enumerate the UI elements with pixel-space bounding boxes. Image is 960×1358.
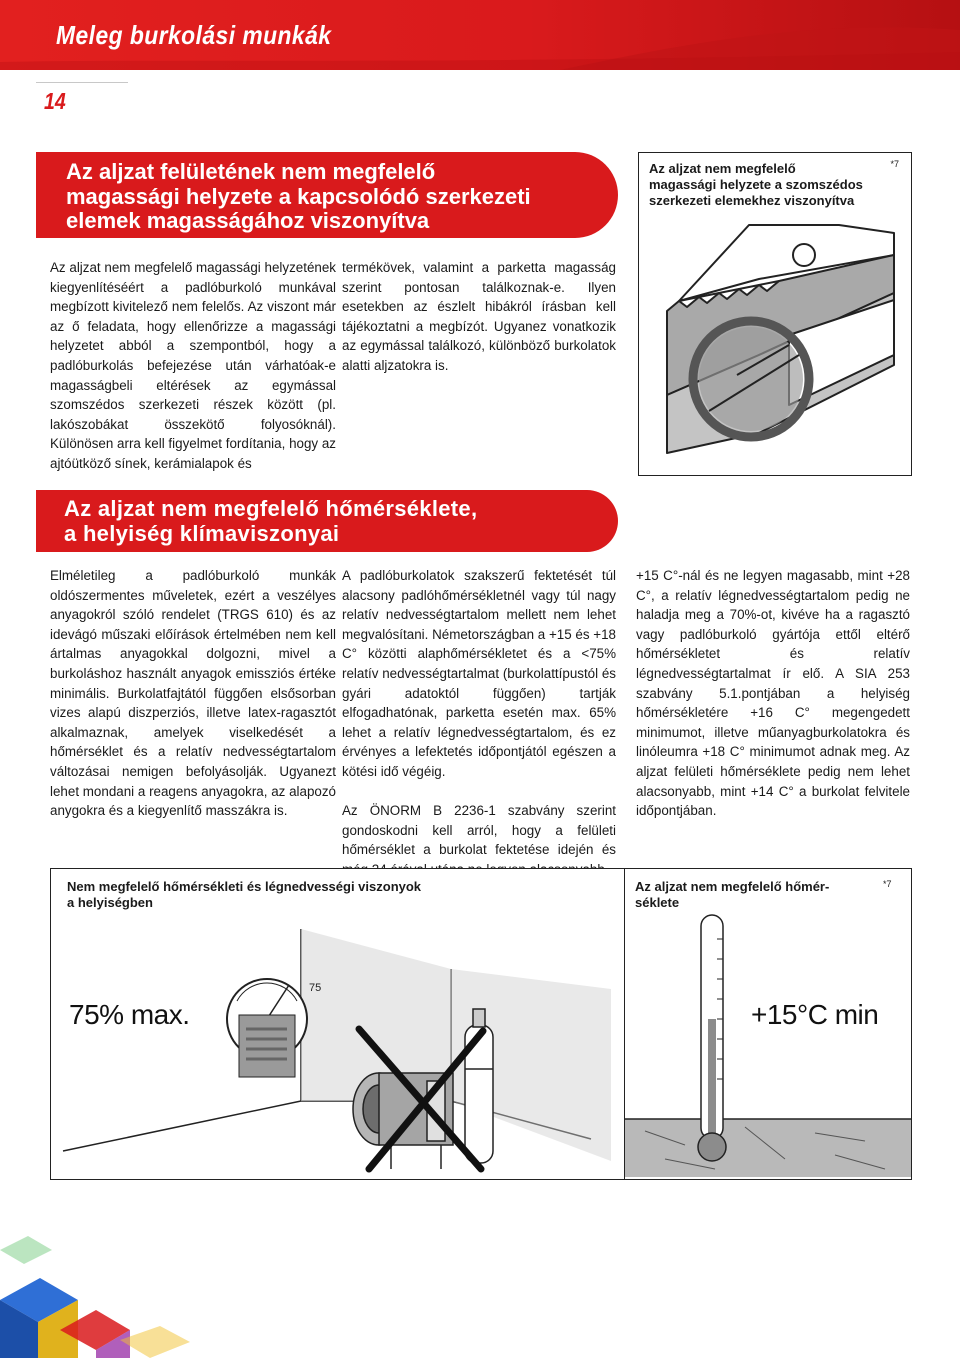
figure-step-profile bbox=[638, 152, 912, 476]
room-illustration bbox=[51, 869, 625, 1179]
section-heading-substrate-temperature bbox=[36, 490, 618, 552]
heading-line: a helyiség klímaviszonyai bbox=[64, 521, 340, 546]
heading-line: Az aljzat nem megfelelő hőmérséklete, bbox=[64, 496, 478, 521]
heading-line: Az aljzat felületének nem megfelelő bbox=[66, 159, 436, 184]
paragraph: termékövek, valamint a parketta magasság szerint pontosan találkoznak-e. Ilyen esetekben az észlelt hibákról írásban kell tájékoztatni a megbízót. Ugyanez vonatkozik az egymással találkozó, különböző burkolatok alatti aljzatokra is. bbox=[342, 260, 616, 373]
caption-line: a helyiségben bbox=[67, 895, 153, 910]
caption-line: séklete bbox=[635, 895, 680, 910]
heading-line: magassági helyzete a kapcsolódó szerkezeti bbox=[66, 183, 531, 209]
heading-line: elemek magasságához viszonyítva bbox=[66, 208, 430, 233]
header-title: Meleg burkolási munkák bbox=[56, 20, 332, 50]
paragraph: Az ÖNORM B 2236-1 szabvány szerint gondoskodni kell arról, hogy a felületi hőmérséklet a burkolat fektetése idején és bbox=[342, 803, 616, 858]
section2-column-2 bbox=[342, 566, 616, 880]
decorative-cubes bbox=[0, 1180, 260, 1358]
thermometer-illustration bbox=[625, 869, 911, 1179]
temperature-limit-label: +15°C min bbox=[751, 999, 879, 1030]
figure-caption bbox=[649, 161, 889, 209]
step-profile-illustration bbox=[639, 215, 911, 473]
paragraph: A padlóburkolatok szakszerű fektetését túl alacsony padlóhőmérsékletnél vagy túl nagy relatív nedvességtartalom mellett nem lehet megvalósítani. Németországban a +15 és +18 C° közötti alaphőmérsékletet és a <75% relatív nedvességtartalmat (burkolattípustól és gyári adatoktól függően) tartják elfogadhatónak, parketta esetén max. 65% lehet a relatív légnedvességtartalom, és ez érvényes a lefektetés időpontjától egészen a kötési idő végéig. bbox=[342, 568, 616, 779]
paragraph: +15 C°-nál és ne legyen magasabb, mint +28 C°, a relatív légnedvességtartalom pedig ne haladja meg a 70%-ot, kivéve ha a ragasztó vagy padlóburkoló gyártója ettől eltérő hőmérsékletet és relatív légnedvességtartalmat ír elő. A SIA 253 szabvány 5.1.pontjában a helyiség hőmérsékletére +16 C° megengedett minimumot, illetve műanyagburkolatokra és linóleumra +18 C° minimumot adnak meg. Az aljzat felületi hőmérséklete pedig nem lehet alacsonyabb, mint +14 C° a burkolat felvitele időpontjában. bbox=[636, 568, 910, 819]
caption-line: Az aljzat nem megfelelő hőmér- bbox=[635, 879, 830, 894]
section-heading-substrate-height bbox=[36, 152, 618, 238]
section1-column-2 bbox=[342, 258, 616, 376]
section2-column-1 bbox=[50, 566, 336, 821]
caption-line: Az aljzat nem megfelelő bbox=[649, 161, 796, 176]
thermometer-icon bbox=[698, 915, 726, 1161]
caption-line: magassági helyzete a szomszédos bbox=[649, 177, 863, 192]
caption-line: Nem megfelelő hőmérsékleti és légnedvességi viszonyok bbox=[67, 879, 422, 894]
humidity-limit-label: 75% max. bbox=[69, 999, 190, 1030]
section1-column-1 bbox=[50, 258, 336, 474]
caption-line: szerkezeti elemekhez viszonyítva bbox=[649, 193, 855, 208]
figure-substrate-temperature bbox=[624, 868, 912, 1180]
section2-column-3 bbox=[636, 566, 910, 821]
header-divider bbox=[36, 82, 128, 83]
page-number: 14 bbox=[44, 88, 66, 114]
footnote-mark: *7 bbox=[890, 159, 899, 169]
gauge-value: 75 bbox=[309, 982, 322, 994]
paragraph: Elméletileg a padlóburkoló munkák oldószermentes műveletek, ezért a veszélyes anyagokról szóló rendelet (TRGS 610) és az idevágó műszaki előírások értelmében nem kell ártalmas anyagokkal dolgozni, mivel a burkoláshoz használt anyagok emissziós értéke minimális. Burkolatfajtától függően elsősorban vizes alapú diszperziós, illetve latex-ragasztót alkalmaznak, amelyek viselkedését a hőmérséklet és a relatív nedvességtartalom változásai nemigen befolyásolják. Ugyanezt lehet mondani a reagens anyagokra, az alapozó anygokra és a kiegyenlítő masszákra is. bbox=[50, 568, 336, 819]
figure-climate-conditions bbox=[50, 868, 626, 1180]
footnote-mark: *7 bbox=[883, 879, 892, 889]
paragraph: Az aljzat nem megfelelő magassági helyzetének kiegyenlítéséért a padlóburkoló munkával megbízott kivitelező nem felelős. Az viszont már az ő feladata, hogy ellenőrizze a magassági helyzetet abból a szempontból, hogy a padlóburkolás befejezése után várhatóak-e magasságbeli eltérések az egymással szomszédos szerkezeti részek között (pl. lakószobákat összekötő folyosóknál). Különösen arra kell figyelmet fordítania, hogy az ajtóütköző sínek, kerámialapok és bbox=[50, 260, 336, 471]
